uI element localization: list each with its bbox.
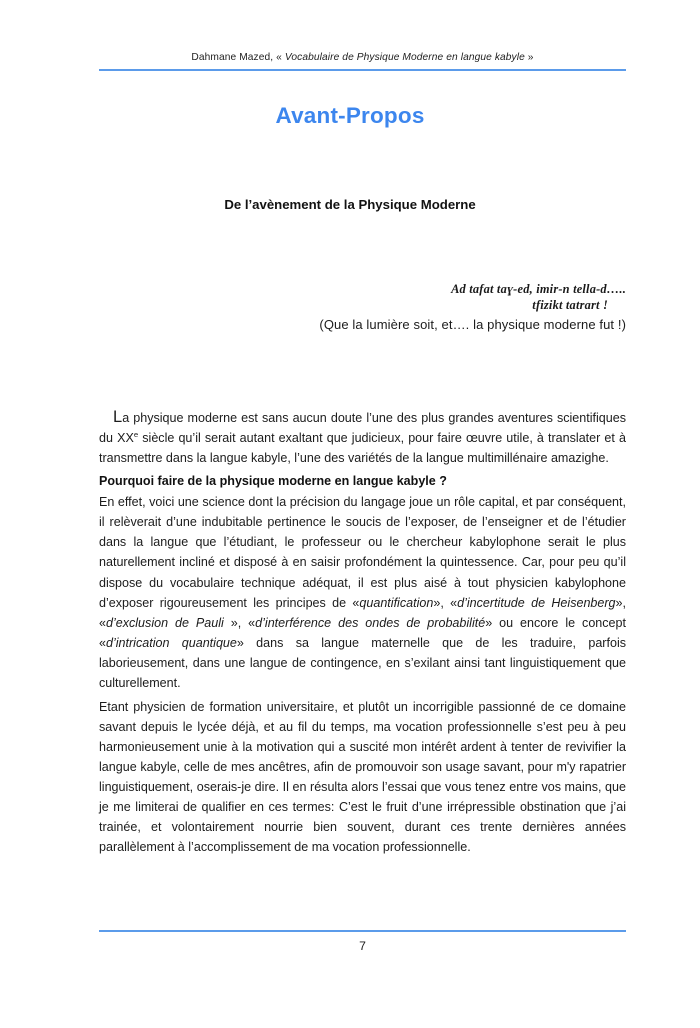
header-work-title: Vocabulaire de Physique Moderne en langue kabyle — [284, 52, 525, 63]
paragraph-dropcap: L — [113, 408, 123, 426]
paragraph-2-part-1: En effet, voici une science dont la précision du langage joue un rôle capital, et par conséquent, il relèverait d’une indubitable pertinence le soucis de l’exposer, de l’enseigner et de l’étudier dans la langue que l’étudiant, le professeur ou le chercheur kabylophone serait le plus naturellement incliné et disposé à en saisir profondément la quintessence. Car, pour peu qu’il dispose du vocabulaire technique adéquat, il est plus aisé à tout physicien kabylophone d’exposer rigoureusement les principes de « — [99, 495, 626, 610]
paragraph-2-sep-2: », « — [99, 595, 626, 630]
running-header — [99, 52, 626, 71]
paragraph-2-part-end: » dans sa langue maternelle que de les traduire, parfois laborieusement, dans une langue de contingence, en s’exilant ainsi tant linguistiquement que culturellement. — [99, 635, 626, 690]
term-intrication: d’intrication quantique — [105, 635, 237, 650]
paragraph-1-part-1: a physique moderne est sans aucun doute l’une des plus grandes aventures scientifiques du XX — [99, 411, 626, 446]
section-subtitle: De l’avènement de la Physique Moderne — [224, 197, 476, 212]
paragraph-2-sep-1: », « — [433, 595, 458, 610]
page-footer — [99, 930, 626, 953]
paragraph-2 — [99, 492, 626, 693]
header-rule — [99, 69, 626, 71]
footer-rule — [99, 930, 626, 932]
paragraph-1 — [99, 408, 626, 468]
paragraph-3: Etant physicien de formation universitaire, et plutôt un incorrigible passionné de ce domaine savant depuis le lycée déjà, et au fil du temps, ma vocation professionnelle s’est peu à peu harmonieusement unie à la motivation qui a suscité mon intérêt ardent à tenter de revivifier la langue kabyle, celle de mes ancêtres, afin de promouvoir son usage savant, pour m'y rapatrier linguistiquement, oserais-je dire. Il en résulta alors l’essai que vous tenez entre vos mains, que je me limiterai de qualifier en ces termes: C’est le fruit d’une irrépressible obstination que j’ai trainée, et volontairement nourrie bien souvent, durant ces trente dernières années parallèlement à l’accomplissement de ma vocation professionnelle. — [99, 699, 626, 855]
paragraph-1-part-2: siècle qu’il serait autant exaltant que judicieux, pour faire œuvre utile, à translater et à transmettre dans la langue kabyle, l’une des variétés de la langue multimillénaire amazighe. — [99, 431, 626, 466]
header-suffix: » — [524, 52, 534, 63]
epigraph — [99, 281, 626, 332]
header-author: Dahmane Mazed, « — [191, 52, 285, 63]
question-heading: Pourquoi faire de la physique moderne en langue kabyle ? — [99, 474, 447, 489]
page-title: Avant-Propos — [275, 103, 425, 128]
epigraph-translation: (Que la lumière soit, et…. la physique moderne fut !) — [319, 316, 626, 332]
term-heisenberg: d’incertitude de Heisenberg — [457, 595, 616, 610]
paragraph-2-sep-4: » ou encore le concept « — [99, 615, 627, 650]
term-pauli: d’exclusion de Pauli — [105, 615, 231, 630]
header-citation — [99, 52, 626, 63]
paragraph-2-sep-3: », « — [230, 615, 256, 630]
body-text — [99, 408, 626, 857]
term-interference: d’interférence des ondes de probabilité — [255, 615, 486, 630]
ordinal-superscript: e — [133, 429, 139, 439]
page-number: 7 — [359, 939, 366, 953]
epigraph-line-2: tfizikt tatrart ! — [532, 298, 608, 313]
term-quantification: quantification — [359, 595, 434, 610]
epigraph-line-1: Ad tafat taɣ-ed, imir-n tella-d….. — [451, 282, 626, 296]
